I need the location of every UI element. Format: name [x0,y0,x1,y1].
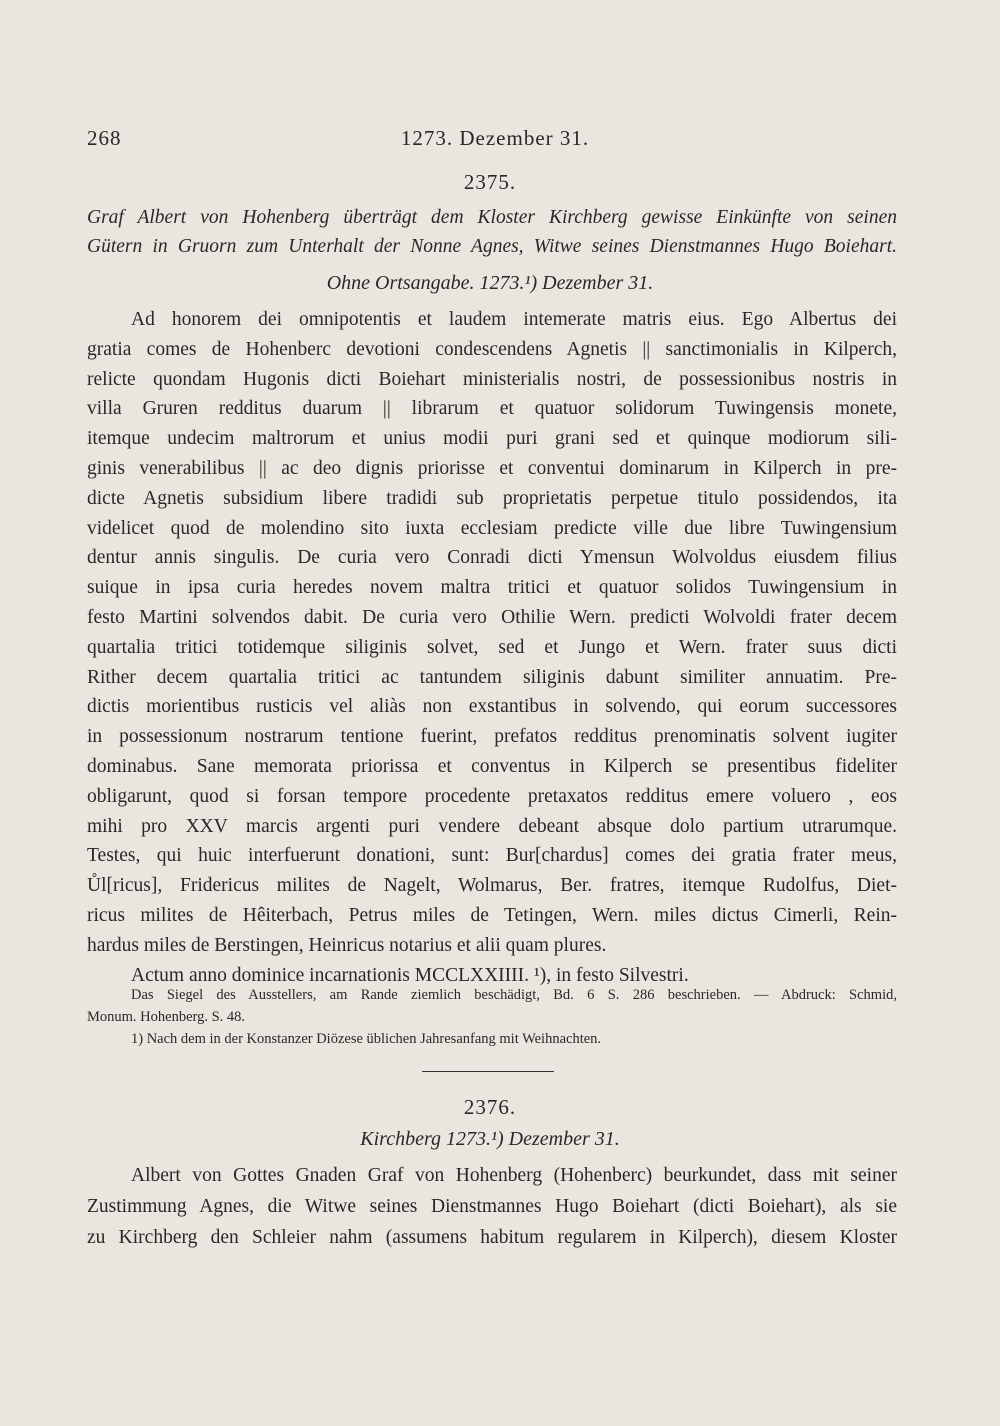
text-line: relicte quondam Hugonis dicti Boiehart ministerialis nostri, de possessionibus nostris in [87,368,897,390]
regest-2376 [87,1160,897,1253]
text-line: mihi pro XXV marcis argenti puri vendere debeant absque dolo partium utrarumque. [87,815,897,837]
charter-text-2375 [87,305,897,990]
text-line: in possessionum nostrarum tentione fuerint, prefatos redditus prenominatis solvent iugiter [87,726,897,748]
text-line: villa Gruren redditus duarum || librarum et quatuor solidorum Tuwingensis monete, [87,398,897,420]
text-line: itemque undecim maltrorum et unius modii puri grani sed et quinque modiorum sili- [87,428,897,450]
section-divider [422,1071,554,1072]
note-line: Monum. Hohenberg. S. 48. [87,1009,246,1025]
text-line: videlicet quod de molendino sito iuxta ecclesiam predicte ville due libre Tuwingensium [87,517,897,539]
document-number-2375: 2375. [463,170,517,194]
text-line: ricus milites de Hêiterbach, Petrus miles de Tetingen, Wern. miles dictus Cimerli, Rein- [87,904,897,926]
text-line: ginis venerabilibus || ac deo dignis priorisse et conventui dominarum in Kilperch in pre- [87,457,897,479]
dateline-2376: Kirchberg 1273.¹) Dezember 31. [360,1128,620,1150]
text-line: Testes, qui huic interfuerunt donationi, sunt: Bur[chardus] comes dei gratia frater meus, [87,845,897,867]
text-line: suique in ipsa curia heredes novem maltra tritici et quatuor solidos Tuwingensium in [87,577,897,599]
regest-line: Graf Albert von Hohenberg überträgt dem Kloster Kirchberg gewisse Einkünfte von seinen [87,207,897,228]
text-line: Ad honorem dei omnipotentis et laudem intemerate matris eius. Ego Albertus dei [131,309,897,330]
text-line: dominabus. Sane memorata priorissa et conventus in Kilperch se presentibus fideliter [87,755,897,777]
document-number-2376: 2376. [463,1095,517,1119]
regest-2375 [87,203,897,261]
text-line: obligarunt, quod si forsan tempore procedente pretaxatos redditus emere voluero , eos [87,785,897,807]
text-line: festo Martini solvendos dabit. De curia vero Othilie Wern. predicti Wolvoldi frater decem [87,606,897,628]
regest-line: zu Kirchberg den Schleier nahm (assumens habitum regularem in Kilperch), diesem Kloster [87,1227,897,1248]
running-title: 1273. Dezember 31. [400,126,590,150]
text-line: dictis morientibus rusticis vel aliàs non exstantibus in solvendo, qui eorum successores [87,696,897,718]
text-line: hardus miles de Berstingen, Heinricus notarius et alii quam plures. [87,934,607,956]
text-line: Ůl[ricus], Fridericus milites de Nagelt, Wolmarus, Ber. fratres, itemque Rudolfus, Diet- [87,875,897,897]
regest-line: Gütern in Gruorn zum Unterhalt der Nonne Agnes, Witwe seines Dienstmannes Hugo Boiehart. [87,236,897,257]
text-line: dicte Agnetis subsidium libere tradidi sub proprietatis perpetue titulo possidendos, ita [87,487,897,509]
text-line: quartalia tritici totidemque siliginis solvet, sed et Jungo et Wern. frater suus dicti [87,636,897,658]
seal-note [87,984,897,1050]
note-line: Das Siegel des Ausstellers, am Rande ziemlich beschädigt, Bd. 6 S. 286 beschrieben. — Abdruck: Schmid, [131,987,897,1003]
text-line: dentur annis singulis. De curia vero Conradi dicti Ymensun Wolvoldus eiusdem filius [87,547,897,569]
page-number: 268 [87,126,122,150]
regest-line: Albert von Gottes Gnaden Graf von Hohenberg (Hohenberc) beurkundet, dass mit seiner [131,1165,897,1186]
footnote: 1) Nach dem in der Konstanzer Diözese üblichen Jahresanfang mit Weihnachten. [131,1031,602,1047]
dateline-2375: Ohne Ortsangabe. 1273.¹) Dezember 31. [326,272,654,294]
regest-line: Zustimmung Agnes, die Witwe seines Dienstmannes Hugo Boiehart (dicti Boiehart), als sie [87,1196,897,1217]
actum-line: Actum anno dominice incarnationis MCCLXXIIII. ¹), in festo Silvestri. [131,964,689,986]
text-line: Rither decem quartalia tritici ac tantundem siliginis dabunt similiter annuatim. Pre- [87,666,897,688]
text-line: gratia comes de Hohenberc devotioni condescendens Agnetis || sanctimonialis in Kilperch, [87,338,897,360]
running-header [0,126,1000,156]
